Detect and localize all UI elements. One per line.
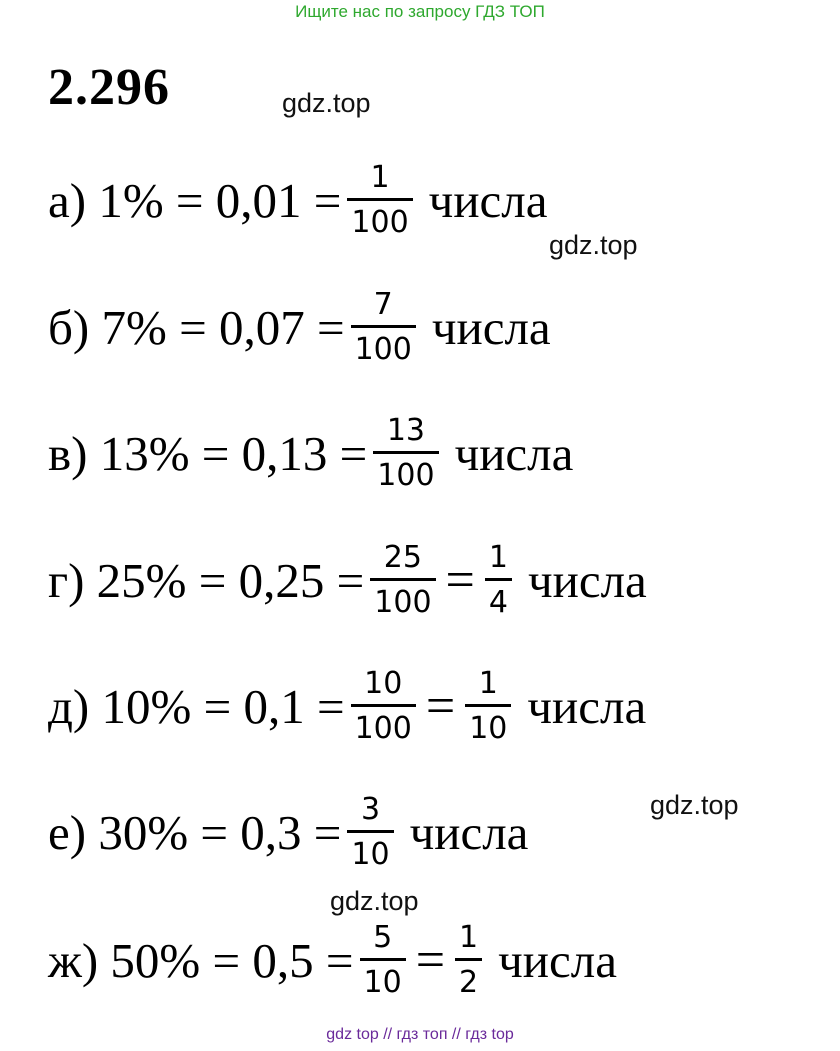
watermark: gdz.top bbox=[650, 790, 739, 820]
watermark: gdz.top bbox=[330, 886, 419, 916]
equation-word: числа bbox=[454, 425, 574, 481]
equation-word: числа bbox=[409, 804, 529, 860]
fraction-numerator: 1 bbox=[488, 539, 508, 575]
fraction-denominator: 100 bbox=[377, 457, 435, 493]
equation-text: б) 7% = 0,07 = bbox=[48, 299, 345, 355]
watermark: gdz.top bbox=[282, 88, 371, 118]
watermark: gdz.top bbox=[549, 230, 638, 260]
equation-line-d bbox=[48, 656, 646, 756]
fraction bbox=[465, 665, 511, 746]
fraction-denominator: 100 bbox=[374, 584, 432, 620]
fraction bbox=[455, 919, 482, 1000]
equation-word: числа bbox=[527, 678, 647, 734]
fraction bbox=[485, 539, 512, 620]
fraction-denominator: 100 bbox=[354, 331, 412, 367]
equation-text: ж) 50% = 0,5 = bbox=[48, 932, 354, 988]
fraction-denominator: 10 bbox=[469, 710, 508, 746]
fraction-denominator: 100 bbox=[351, 204, 409, 240]
equals-sign: = bbox=[415, 931, 446, 989]
fraction-denominator: 10 bbox=[363, 964, 402, 1000]
fraction-numerator: 25 bbox=[383, 539, 422, 575]
fraction bbox=[370, 539, 435, 620]
task-number: 2.296 bbox=[48, 59, 170, 116]
fraction-numerator: 1 bbox=[478, 665, 498, 701]
fraction bbox=[347, 791, 393, 872]
equals-sign: = bbox=[445, 551, 475, 609]
equation-word: числа bbox=[428, 172, 548, 228]
fraction-numerator: 13 bbox=[386, 412, 426, 448]
equation-word: числа bbox=[527, 552, 647, 608]
equation-line-g bbox=[48, 530, 647, 630]
equation-word: числа bbox=[431, 299, 551, 355]
fraction bbox=[360, 919, 406, 1000]
equation-line-zh bbox=[48, 910, 617, 1010]
equation-text: в) 13% = 0,13 = bbox=[48, 425, 368, 481]
fraction-numerator: 1 bbox=[370, 159, 390, 195]
fraction bbox=[373, 412, 438, 493]
fraction bbox=[351, 286, 416, 367]
top-banner: Ищите нас по запросу ГДЗ ТОП bbox=[295, 2, 545, 21]
fraction-denominator: 10 bbox=[351, 836, 390, 872]
fraction bbox=[351, 665, 416, 746]
fraction-numerator: 10 bbox=[364, 665, 403, 701]
equation-text: д) 10% = 0,1 = bbox=[48, 678, 345, 734]
footer-watermark: gdz top // гдз топ // гдз top bbox=[326, 1026, 514, 1043]
equals-sign: = bbox=[425, 677, 456, 735]
equation-text: е) 30% = 0,3 = bbox=[48, 804, 342, 860]
fraction bbox=[347, 159, 412, 240]
equation-word: числа bbox=[498, 932, 617, 988]
equation-line-b bbox=[48, 277, 551, 377]
fraction-denominator: 4 bbox=[488, 584, 508, 620]
fraction-numerator: 7 bbox=[373, 286, 393, 322]
equation-text: а) 1% = 0,01 = bbox=[48, 172, 342, 228]
fraction-numerator: 1 bbox=[459, 919, 479, 955]
fraction-denominator: 2 bbox=[459, 964, 479, 1000]
equation-line-e bbox=[48, 782, 528, 882]
equation-text: г) 25% = 0,25 = bbox=[48, 552, 365, 608]
fraction-denominator: 100 bbox=[354, 710, 412, 746]
fraction-numerator: 5 bbox=[373, 919, 393, 955]
fraction-numerator: 3 bbox=[360, 791, 381, 827]
equation-line-a bbox=[48, 150, 548, 250]
equation-line-v bbox=[48, 403, 573, 503]
